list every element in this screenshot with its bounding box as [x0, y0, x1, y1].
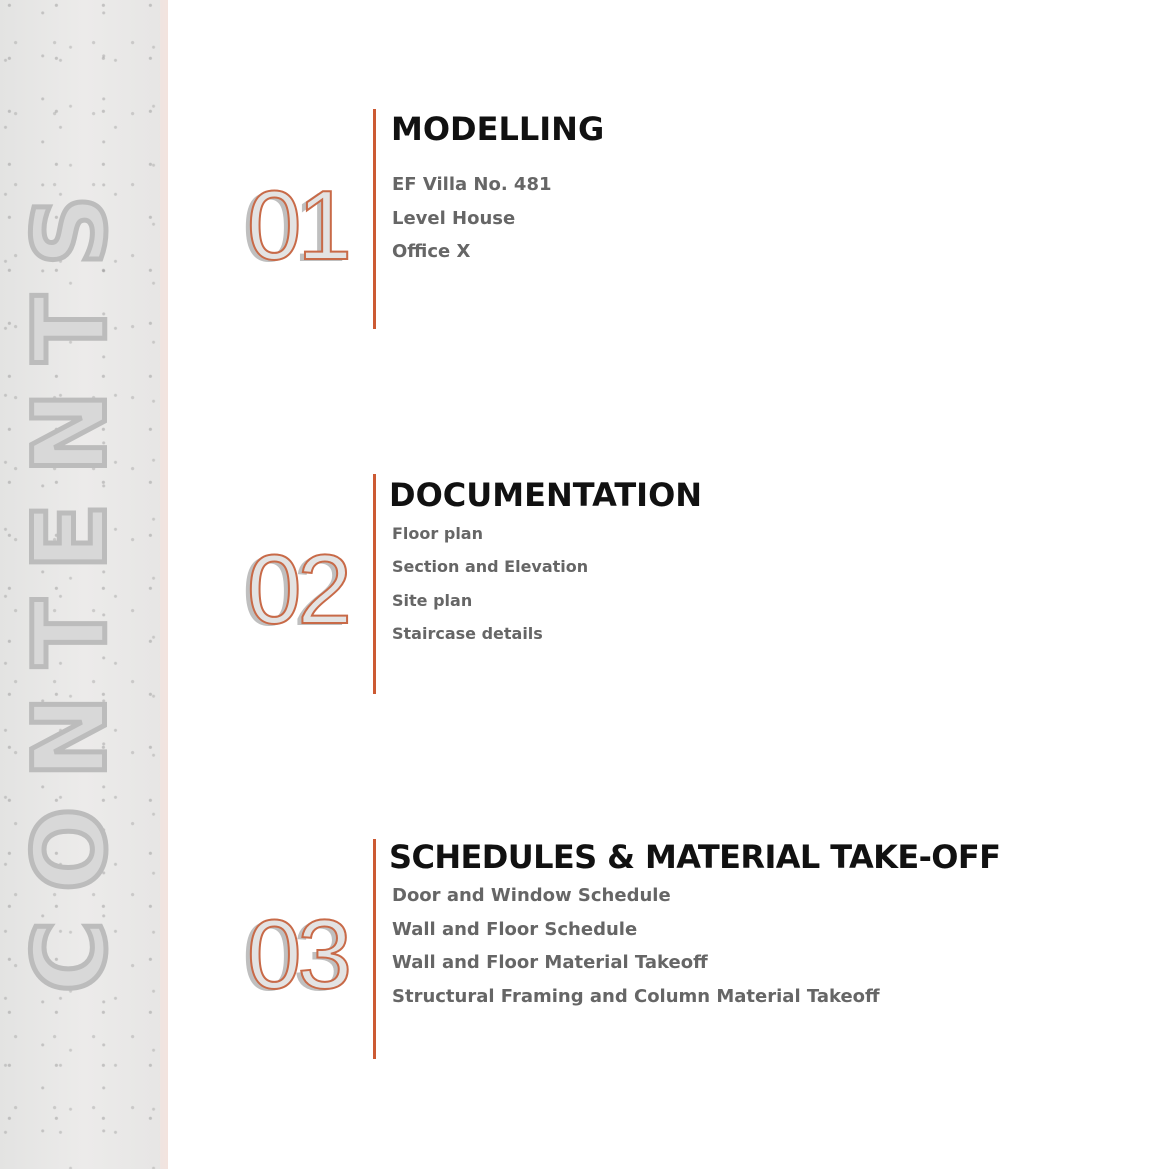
section-number: 01: [247, 170, 349, 280]
section-heading: SCHEDULES & MATERIAL TAKE-OFF: [389, 838, 1001, 876]
section-divider-line: [373, 109, 376, 329]
list-item: Office X: [392, 241, 471, 262]
section-heading: DOCUMENTATION: [389, 476, 703, 514]
list-item: Section and Elevation: [392, 557, 589, 577]
list-item: Wall and Floor Schedule: [392, 918, 638, 940]
section-number: 03: [247, 899, 349, 1009]
list-item: Staircase details: [392, 623, 543, 643]
list-item: Wall and Floor Material Takeoff: [392, 952, 708, 973]
list-item: Level House: [392, 207, 516, 229]
contents-vertical-title: CONTENTS: [11, 166, 129, 994]
section-divider-line: [373, 474, 376, 694]
section-item-list: [392, 168, 552, 269]
section-item-list: [392, 879, 880, 1013]
section-divider-line: [373, 839, 376, 1059]
list-item: Structural Framing and Column Material Takeoff: [392, 985, 880, 1007]
list-item: Site plan: [392, 590, 473, 610]
sidebar-edge: [160, 0, 168, 1169]
section-item-list: [392, 517, 588, 650]
section-heading: MODELLING: [391, 110, 605, 148]
list-item: EF Villa No. 481: [392, 174, 552, 195]
list-item: Floor plan: [392, 524, 483, 543]
section-number: 02: [247, 534, 349, 644]
list-item: Door and Window Schedule: [392, 885, 671, 906]
